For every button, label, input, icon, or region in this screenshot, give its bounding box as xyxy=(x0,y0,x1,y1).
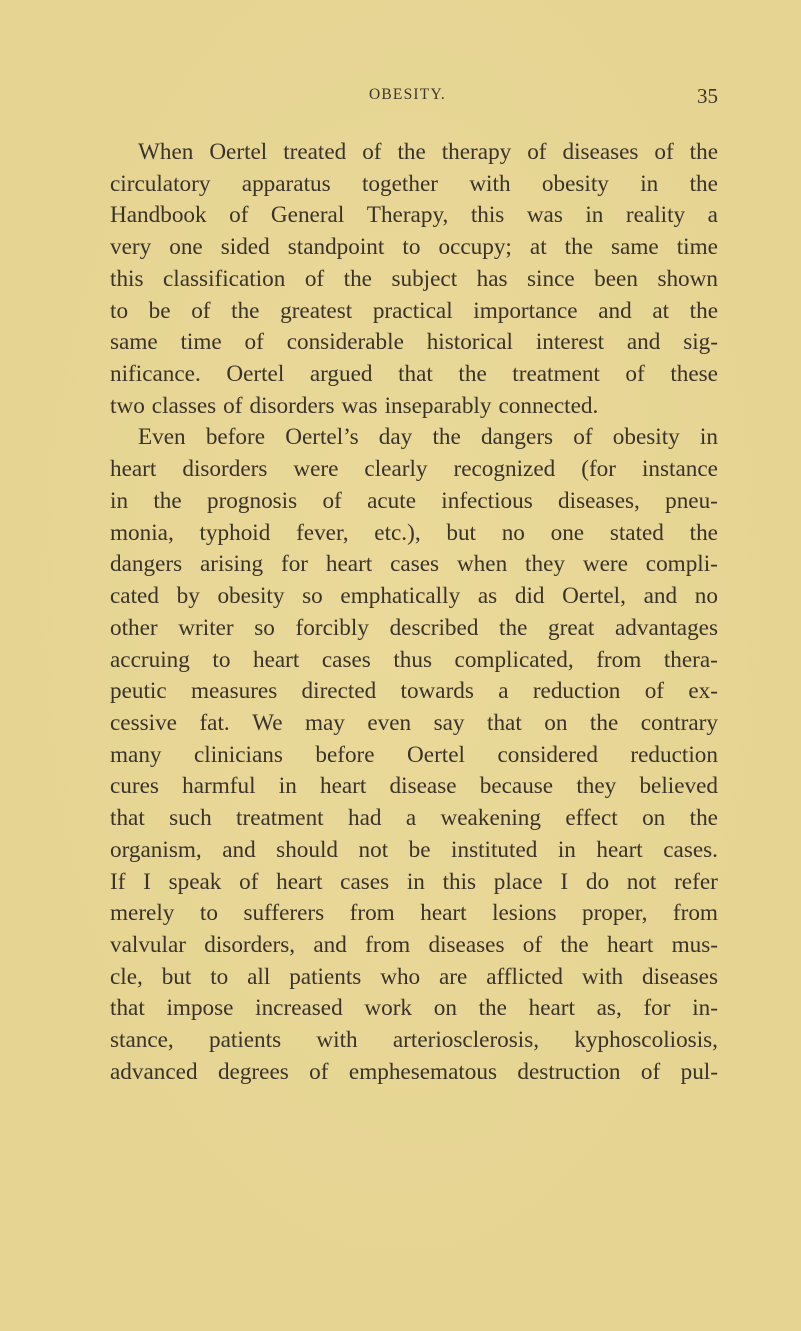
word: the xyxy=(560,931,589,958)
word: the xyxy=(564,234,593,261)
word: disease xyxy=(389,773,457,800)
word: heart xyxy=(596,836,643,863)
word: should xyxy=(276,836,339,863)
word: at xyxy=(529,234,547,261)
word: the xyxy=(689,297,718,324)
word: cases. xyxy=(663,836,718,863)
word: so xyxy=(254,614,275,641)
word: two xyxy=(110,392,145,419)
text-line xyxy=(110,581,718,613)
page-number: 35 xyxy=(697,84,718,108)
word: thus xyxy=(393,646,432,673)
text-line xyxy=(110,771,718,803)
word: the xyxy=(343,265,372,292)
word: If xyxy=(110,868,126,895)
word: prognosis xyxy=(206,487,298,514)
word: this xyxy=(110,265,144,292)
text-line xyxy=(110,1025,718,1057)
word: When xyxy=(138,139,194,165)
text-line xyxy=(110,549,718,581)
text-line xyxy=(110,169,718,201)
word: to xyxy=(199,900,218,927)
word: of xyxy=(625,361,645,388)
word: may xyxy=(304,709,345,736)
word: clearly xyxy=(364,456,428,483)
word: to xyxy=(110,297,129,324)
word: harmful xyxy=(182,773,256,800)
word: fat. xyxy=(199,709,230,736)
word: cures xyxy=(110,773,159,800)
word: cases xyxy=(321,646,371,673)
word: arising xyxy=(200,551,264,578)
word: say xyxy=(433,709,465,736)
word: the xyxy=(689,519,718,546)
word: infectious xyxy=(441,487,533,514)
word: great xyxy=(548,614,595,641)
word: the xyxy=(153,487,182,514)
word: and xyxy=(626,329,661,356)
word: before xyxy=(205,424,266,451)
text-line xyxy=(110,867,718,899)
word: work xyxy=(364,995,413,1022)
word: pneu- xyxy=(665,487,718,514)
word: pul- xyxy=(680,1058,718,1085)
word: be xyxy=(148,297,171,324)
word: greatest xyxy=(280,297,353,324)
word: same xyxy=(110,329,158,356)
word: by xyxy=(176,583,200,610)
word: historical xyxy=(426,329,513,356)
word: acute xyxy=(367,487,416,514)
word: on xyxy=(433,995,457,1022)
word: thera- xyxy=(663,646,718,673)
word: mus- xyxy=(671,931,718,958)
word: compli- xyxy=(645,551,718,578)
word: stance, xyxy=(110,1027,174,1054)
word: occupy; xyxy=(438,234,512,261)
word: treatment xyxy=(512,361,600,388)
word: I xyxy=(560,868,569,895)
word: forcibly xyxy=(295,614,369,641)
word: a xyxy=(405,805,417,832)
word: many xyxy=(110,741,162,768)
word: Therapy, xyxy=(366,202,449,229)
word: been xyxy=(594,265,638,292)
text-line xyxy=(110,803,718,835)
word: they xyxy=(525,551,565,578)
text-line xyxy=(110,264,718,296)
word: contrary xyxy=(640,709,718,736)
word: of xyxy=(644,678,665,705)
word: are xyxy=(439,963,468,990)
word: of xyxy=(654,139,674,165)
word: circulatory xyxy=(110,170,211,197)
word: degrees xyxy=(217,1058,289,1085)
word: of xyxy=(244,329,264,356)
word: no xyxy=(501,519,525,546)
word: this xyxy=(442,868,477,895)
word: considerable xyxy=(286,329,404,356)
word: were xyxy=(293,456,339,483)
word: in xyxy=(640,170,659,197)
word: such xyxy=(169,805,212,832)
word: standpoint xyxy=(287,234,385,261)
text-line xyxy=(110,993,718,1025)
word: was xyxy=(341,392,378,419)
word: cated xyxy=(110,583,159,610)
word: cases xyxy=(340,868,390,895)
word: and xyxy=(643,583,678,610)
text-line xyxy=(110,835,718,867)
word: the xyxy=(589,709,619,736)
word: described xyxy=(389,614,479,641)
text-line xyxy=(110,296,718,328)
word: argued xyxy=(309,361,373,388)
word: monia, xyxy=(110,519,174,546)
word: treatment xyxy=(236,805,324,832)
word: clinicians xyxy=(194,741,283,768)
word: and xyxy=(222,836,256,863)
word: to xyxy=(212,646,231,673)
word: on xyxy=(642,805,666,832)
word: instance xyxy=(641,456,718,483)
word: valvular xyxy=(110,931,186,958)
word: apparatus xyxy=(241,170,331,197)
text-line xyxy=(110,454,718,486)
word: be xyxy=(408,836,431,863)
word: one xyxy=(550,519,585,546)
word: diseases xyxy=(562,139,639,165)
word: one xyxy=(169,234,203,261)
word: destruction xyxy=(517,1058,621,1085)
word: importance xyxy=(473,297,578,324)
word: nificance. xyxy=(110,361,201,388)
word: patients xyxy=(209,1027,282,1054)
word: considered xyxy=(497,741,598,768)
word: cle, xyxy=(110,963,143,990)
word: merely xyxy=(110,900,175,927)
word: from xyxy=(596,646,642,673)
word: writer xyxy=(178,614,234,641)
word: sided xyxy=(220,234,270,261)
word: reduction xyxy=(630,741,718,768)
word: the xyxy=(689,170,718,197)
word: classes xyxy=(151,392,217,419)
word: heart xyxy=(276,868,323,895)
word: heart xyxy=(320,773,367,800)
word: in xyxy=(699,424,718,451)
word: measures xyxy=(190,678,278,705)
word: with xyxy=(469,170,511,197)
word: dangers xyxy=(480,424,554,451)
word: I xyxy=(143,868,151,895)
word: even xyxy=(367,709,412,736)
word: to xyxy=(402,234,421,261)
word: We xyxy=(252,709,283,736)
text-line xyxy=(110,422,718,454)
word: of xyxy=(229,202,249,229)
word: obesity xyxy=(541,170,609,197)
word: disorders xyxy=(182,456,268,483)
word: a xyxy=(498,678,509,705)
word: from xyxy=(365,931,411,958)
running-head xyxy=(110,84,718,108)
word: heart xyxy=(110,456,157,483)
word: Oertel’s xyxy=(285,424,359,451)
word: day xyxy=(378,424,413,451)
word: sig- xyxy=(683,329,718,356)
word: not xyxy=(626,868,657,895)
word: the xyxy=(689,805,718,832)
word: directed xyxy=(301,678,377,705)
word: reality xyxy=(625,202,686,229)
word: in- xyxy=(692,995,718,1022)
word: practical xyxy=(372,297,453,324)
text-line xyxy=(110,518,718,550)
word: was xyxy=(526,202,563,229)
word: Oertel xyxy=(407,741,465,768)
word: Even xyxy=(138,424,186,451)
word: the xyxy=(499,614,528,641)
word: time xyxy=(180,329,222,356)
word: speak xyxy=(168,868,222,895)
word: ex- xyxy=(688,678,718,705)
word: has xyxy=(476,265,508,292)
word: connected. xyxy=(498,392,599,419)
text-line xyxy=(110,898,718,930)
text-line xyxy=(110,1057,718,1089)
word: heart xyxy=(325,551,373,578)
word: in xyxy=(110,487,129,514)
text-line xyxy=(110,740,718,772)
word: stated xyxy=(609,519,664,546)
word: of xyxy=(527,139,547,165)
word: believed xyxy=(639,773,718,800)
word: all xyxy=(247,963,271,990)
word: fever, xyxy=(296,519,349,546)
word: of xyxy=(309,1058,329,1085)
word: afflicted xyxy=(486,963,564,990)
word: of xyxy=(322,487,342,514)
word: instituted xyxy=(451,836,538,863)
word: from xyxy=(672,900,718,927)
word: heart xyxy=(420,900,467,927)
word: with xyxy=(581,963,624,990)
text-line xyxy=(110,327,718,359)
text-line xyxy=(110,645,718,677)
word: organism, xyxy=(110,836,202,863)
word: increased xyxy=(255,995,343,1022)
word: reduction xyxy=(532,678,621,705)
text-line xyxy=(110,486,718,518)
word: impose xyxy=(166,995,234,1022)
word: the xyxy=(432,424,461,451)
text-line xyxy=(110,232,718,264)
word: that xyxy=(110,995,145,1022)
word: of xyxy=(362,139,382,165)
text-line xyxy=(110,676,718,708)
word: effect xyxy=(565,805,618,832)
word: the xyxy=(231,297,260,324)
word: and xyxy=(598,297,632,324)
word: that xyxy=(487,709,522,736)
word: these xyxy=(670,361,718,388)
text-line xyxy=(110,613,718,645)
word: the xyxy=(397,139,426,165)
word: obesity xyxy=(612,424,680,451)
text-line xyxy=(110,708,718,740)
word: sufferers xyxy=(243,900,325,927)
word: advanced xyxy=(110,1058,198,1085)
word: at xyxy=(652,297,670,324)
text-line xyxy=(110,962,718,994)
word: of xyxy=(239,868,259,895)
word: of xyxy=(522,931,543,958)
word: were xyxy=(582,551,628,578)
word: but xyxy=(446,519,476,546)
word: for xyxy=(643,995,671,1022)
word: time xyxy=(676,234,718,261)
word: of xyxy=(304,265,325,292)
word: therapy xyxy=(441,139,512,165)
word: complicated, xyxy=(454,646,574,673)
word: of xyxy=(223,392,243,419)
word: do xyxy=(585,868,610,895)
word: cases xyxy=(390,551,440,578)
word: towards xyxy=(400,678,474,705)
word: same xyxy=(611,234,659,261)
word: and xyxy=(313,931,347,958)
word: dangers xyxy=(110,551,183,578)
word: so xyxy=(302,583,323,610)
word: diseases xyxy=(642,963,718,990)
word: refer xyxy=(674,868,718,895)
word: this xyxy=(470,202,505,229)
word: subject xyxy=(391,265,458,292)
word: the xyxy=(689,139,718,165)
body-text xyxy=(110,137,718,1089)
word: diseases xyxy=(428,931,505,958)
word: on xyxy=(544,709,568,736)
word: (for xyxy=(581,456,616,483)
word: heart xyxy=(606,931,654,958)
word: a xyxy=(707,202,718,229)
word: they xyxy=(576,773,617,800)
word: classification xyxy=(163,265,286,292)
word: Handbook xyxy=(110,202,207,229)
word: in xyxy=(406,868,425,895)
word: did xyxy=(514,583,545,610)
word: in xyxy=(278,773,297,800)
text-line xyxy=(110,359,718,391)
word: the xyxy=(458,361,487,388)
word: Oertel xyxy=(209,139,268,165)
running-title: OBESITY. xyxy=(369,86,446,103)
word: with xyxy=(316,1027,358,1054)
word: place xyxy=(493,868,543,895)
word: weakening xyxy=(440,805,541,832)
word: shown xyxy=(657,265,718,292)
word: heart xyxy=(252,646,300,673)
word: Oertel, xyxy=(562,583,626,610)
word: together xyxy=(361,170,438,197)
word: proper, xyxy=(581,900,648,927)
word: that xyxy=(398,361,433,388)
word: of xyxy=(640,1058,661,1085)
word: that xyxy=(110,805,145,832)
word: before xyxy=(315,741,375,768)
word: in xyxy=(585,202,604,229)
word: typhoid xyxy=(199,519,271,546)
word: had xyxy=(347,805,382,832)
word: advantages xyxy=(614,614,718,641)
word: as xyxy=(477,583,498,610)
word: lesions xyxy=(492,900,557,927)
word: not xyxy=(358,836,389,863)
word: very xyxy=(110,234,152,261)
word: disorders, xyxy=(204,931,296,958)
word: as, xyxy=(596,995,622,1022)
word: the xyxy=(478,995,507,1022)
word: since xyxy=(527,265,575,292)
word: Oertel xyxy=(226,361,285,388)
word: from xyxy=(349,900,395,927)
word: to xyxy=(210,963,229,990)
word: emphatically xyxy=(340,583,461,610)
text-line xyxy=(110,391,718,423)
word: other xyxy=(110,614,158,641)
word: arteriosclerosis, xyxy=(392,1027,540,1054)
word: etc.), xyxy=(374,519,421,546)
word: heart xyxy=(528,995,575,1022)
word: recognized xyxy=(453,456,556,483)
word: for xyxy=(280,551,309,578)
word: kyphoscoliosis, xyxy=(574,1027,718,1054)
text-line xyxy=(110,200,718,232)
word: peutic xyxy=(110,678,167,705)
word: emphesematous xyxy=(348,1058,498,1085)
word: treated xyxy=(283,139,347,165)
word: interest xyxy=(535,329,605,356)
word: of xyxy=(573,424,593,451)
word: accruing xyxy=(110,646,190,673)
word: but xyxy=(161,963,192,990)
text-line xyxy=(110,137,718,169)
word: patients xyxy=(289,963,362,990)
word: cessive xyxy=(110,709,177,736)
word: of xyxy=(191,297,211,324)
word: disorders xyxy=(249,392,335,419)
word: diseases, xyxy=(558,487,640,514)
word: because xyxy=(479,773,554,800)
word: obesity xyxy=(217,583,285,610)
word: General xyxy=(270,202,345,229)
word: in xyxy=(557,836,576,863)
word: no xyxy=(694,583,718,610)
word: inseparably xyxy=(384,392,492,419)
text-line xyxy=(110,930,718,962)
word: who xyxy=(380,963,421,990)
word: when xyxy=(456,551,508,578)
